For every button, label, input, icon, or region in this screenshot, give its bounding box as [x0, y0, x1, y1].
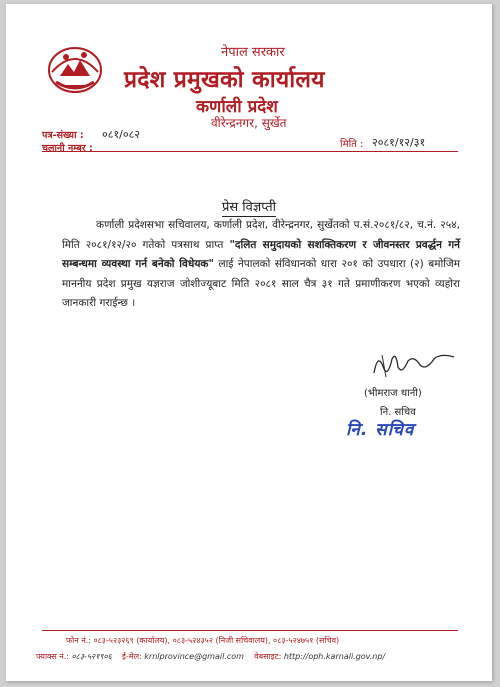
notice-body-part1: कर्णाली प्रदेशसभा सचिवालय, कर्णाली प्रदेश, वीरेन्द्रनगर, सुर्खेतको प.सं.२०८१/८२, च.नं. २५४, मिति २०८१/१२/२० गतेको पत्रसाथ प्राप्त — [62, 219, 460, 251]
email-label: ई-मेल: — [122, 652, 142, 661]
notice-heading-text: प्रेस विज्ञप्ती — [221, 200, 277, 215]
dispatch-number-label: चलानी नम्बर : — [42, 143, 93, 154]
email-link[interactable]: krnlprovince@gmail.com — [144, 652, 244, 661]
nepal-emblem-icon — [46, 42, 104, 96]
footer-contacts — [36, 651, 385, 662]
designation-stamp: नि. सचिव — [346, 420, 415, 440]
notice-body — [62, 216, 460, 314]
footer-phones: फोन नं.: ०८३-५२३२६९ (कार्यालय), ०८३-५२४३५२ (निजी सचिवालय), ०८३-५२४७५१ (सचिव) — [66, 636, 340, 645]
website-label: वेबसाइट: — [254, 652, 282, 661]
office-name: प्रदेश प्रमुखको कार्यालय — [124, 67, 325, 93]
website-link[interactable]: http://oph.karnali.gov.np/ — [283, 652, 386, 661]
signatory-name: (भीमराज थानी) — [364, 388, 422, 399]
notice-body-part2: लाई नेपालको संविधानको धारा २०१ को उपधारा (२) बमोजिम माननीय प्रदेश प्रमुख यज्ञराज जोशीज्यूबाट मिति २०८१ साल चैत्र ३१ गते प्रमाणीकरण भएको व्यहोरा जानकारी गराईन्छ । — [62, 258, 460, 309]
signatory-designation: नि. सचिव — [380, 407, 416, 418]
fax-value: ०८३-५२१९०६ — [71, 652, 112, 661]
date-label: मिति : — [340, 139, 364, 150]
city-name: वीरेन्द्रनगर, सुर्खेत — [211, 116, 287, 130]
government-name: नेपाल सरकार — [221, 45, 285, 60]
ref-number-value: ०८१/०८२ — [102, 128, 141, 141]
bill-title: "दलित समुदायको सशक्तिकरण र जीवनस्तर प्रवर्द्धन गर्ने सम्बन्धमा व्यवस्था गर्न बनेको विधेयक" — [62, 238, 460, 270]
date-value: २०८१/१२/३१ — [372, 136, 426, 149]
province-name: कर्णाली प्रदेश — [196, 97, 278, 117]
handwritten-signature-icon — [368, 347, 458, 381]
letter-page — [6, 4, 492, 681]
notice-heading — [6, 197, 492, 215]
footer-divider — [42, 630, 458, 631]
header-divider — [42, 151, 458, 152]
ref-number-label: पत्र-संख्या : — [42, 130, 84, 141]
fax-label: फ्याक्स नं.: — [36, 652, 69, 661]
